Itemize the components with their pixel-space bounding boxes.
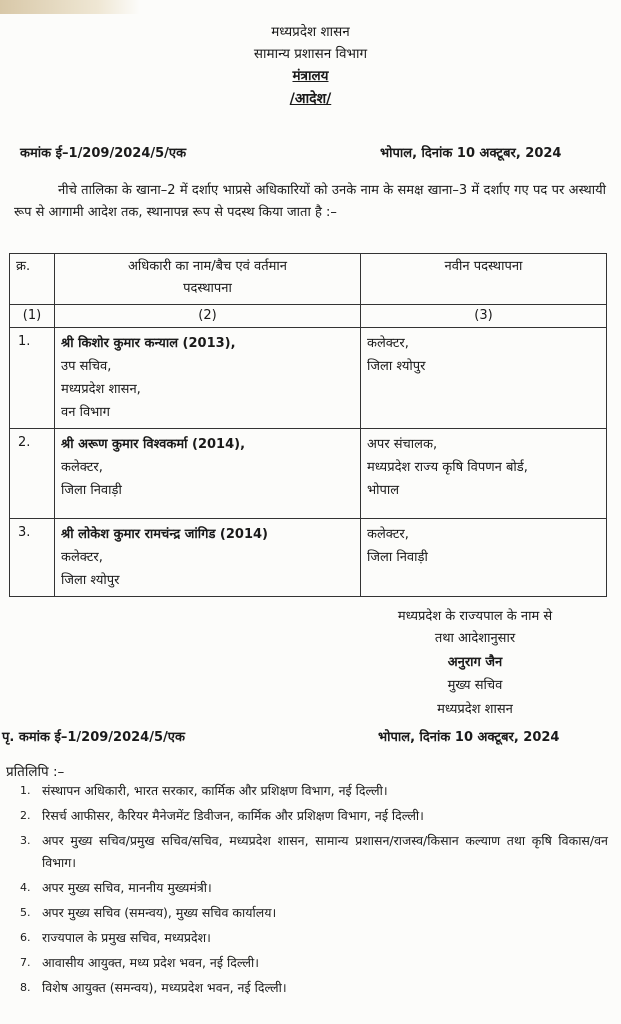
new-posting-line: जिला निवाड़ी	[367, 550, 428, 565]
list-item-text: संस्थापन अधिकारी, भारत सरकार, कार्मिक और प्रशिक्षण विभाग, नई दिल्ली।	[42, 783, 388, 798]
copy-to-list	[16, 780, 608, 1002]
list-item-number: 4.	[20, 881, 31, 894]
list-item	[16, 902, 608, 924]
list-item-text: विशेष आयुक्त (समन्वय), मध्यप्रदेश भवन, नई दिल्ली।	[42, 980, 287, 995]
header-officer-line2: पदस्थापना	[183, 281, 232, 296]
officer-current-line: कलेक्टर,	[61, 550, 103, 565]
officer-current-line: जिला निवाड़ी	[61, 483, 122, 498]
table-row	[10, 328, 607, 429]
list-item-text: अपर मुख्य सचिव/प्रमुख सचिव/सचिव, मध्यप्रदेश शासन, सामान्य प्रशासन/राजस्व/किसान कल्याण तथा कृषि विकास/वन विभाग।	[42, 833, 608, 870]
list-item	[16, 830, 608, 874]
new-posting-line: कलेक्टर,	[367, 527, 409, 542]
row-officer	[55, 429, 361, 519]
officer-name: श्री किशोर कुमार कन्याल (2013),	[61, 336, 236, 351]
signatory-designation: मुख्य सचिव	[447, 678, 503, 693]
signatory-name: अनुराग जैन	[447, 655, 503, 670]
list-item-number: 7.	[20, 956, 31, 969]
new-posting-line: अपर संचालक,	[367, 437, 438, 452]
intro-paragraph	[14, 180, 606, 224]
list-item-text: अपर मुख्य सचिव (समन्वय), मुख्य सचिव कार्यालय।	[42, 905, 277, 920]
header-officer	[55, 254, 361, 305]
header-department: सामान्य प्रशासन विभाग	[253, 46, 368, 62]
list-item-text: रिसर्च आफीसर, कैरियर मैनेजमेंट डिवीजन, कार्मिक और प्रशिक्षण विभाग, नई दिल्ली।	[42, 808, 424, 823]
list-item-text: अपर मुख्य सचिव, माननीय मुख्यमंत्री।	[42, 880, 212, 895]
order-place-date: भोपाल, दिनांक 10 अक्टूबर, 2024	[380, 146, 562, 161]
row-officer	[55, 328, 361, 429]
row-new-posting	[361, 519, 607, 597]
officer-current-line: उप सचिव,	[61, 359, 112, 374]
list-item-text: राज्यपाल के प्रमुख सचिव, मध्यप्रदेश।	[42, 930, 211, 945]
row-sr: 1.	[10, 328, 55, 429]
officer-current-line: जिला श्योपुर	[61, 573, 120, 588]
list-item-number: 1.	[20, 784, 31, 797]
list-item	[16, 877, 608, 899]
officer-current-line: कलेक्टर,	[61, 460, 103, 475]
list-item-number: 3.	[20, 834, 31, 847]
col-number-2: (2)	[55, 305, 361, 328]
header-ministry	[0, 66, 621, 84]
new-posting-line: भोपाल	[367, 483, 400, 498]
row-new-posting	[361, 429, 607, 519]
officer-name: श्री लोकेश कुमार रामचंन्द्र जांगिड (2014)	[61, 527, 268, 542]
list-item-number: 6.	[20, 931, 31, 944]
header-officer-line1: अधिकारी का नाम/बैच एवं वर्तमान	[127, 259, 288, 274]
header-order-title	[0, 89, 621, 108]
list-item	[16, 780, 608, 802]
new-posting-line: जिला श्योपुर	[367, 359, 426, 374]
torn-edge-strip	[0, 0, 140, 14]
order-number: कमांक ई–1/209/2024/5/एक	[20, 146, 187, 161]
signatory-office: मध्यप्रदेश शासन	[437, 702, 513, 717]
list-item	[16, 805, 608, 827]
header-sr: क्र.	[10, 254, 55, 305]
new-posting-line: कलेक्टर,	[367, 336, 409, 351]
signature-authority-line1: मध्यप्रदेश के राज्यपाल के नाम से	[397, 609, 553, 624]
col-number-3: (3)	[361, 305, 607, 328]
header-order-text: /आदेश/	[289, 91, 332, 107]
list-item-number: 8.	[20, 981, 31, 994]
officer-current-line: वन विभाग	[61, 405, 110, 420]
intro-text: नीचे तालिका के खाना–2 में दर्शाए भाप्रसे अधिकारियों को उनके नाम के समक्ष खाना–3 में दर्शाए गए पद पर अस्थायी रूप से आगामी आदेश तक, स्थानापन्न रूप से पदस्थ किया जाता है :–	[14, 183, 606, 220]
list-item-number: 2.	[20, 809, 31, 822]
header-new-posting: नवीन पदस्थापना	[361, 254, 607, 305]
row-officer	[55, 519, 361, 597]
new-posting-line: मध्यप्रदेश राज्य कृषि विपणन बोर्ड,	[367, 460, 528, 475]
endorsement-place-date: भोपाल, दिनांक 10 अक्टूबर, 2024	[378, 730, 560, 745]
table-header-row	[10, 254, 607, 305]
officer-current-line: मध्यप्रदेश शासन,	[61, 382, 141, 397]
list-item-text: आवासीय आयुक्त, मध्य प्रदेश भवन, नई दिल्ली।	[42, 955, 259, 970]
list-item	[16, 977, 608, 999]
table-row	[10, 519, 607, 597]
copy-to-title: प्रतिलिपि :–	[6, 764, 65, 780]
list-item	[16, 927, 608, 949]
header-government: मध्यप्रदेश शासन	[271, 24, 350, 40]
row-sr: 3.	[10, 519, 55, 597]
header-ministry-text: मंत्रालय	[292, 68, 329, 84]
column-number-row	[10, 305, 607, 328]
row-new-posting	[361, 328, 607, 429]
signature-authority-line2: तथा आदेशानुसार	[434, 631, 516, 646]
table-row	[10, 429, 607, 519]
row-sr: 2.	[10, 429, 55, 519]
endorsement-number: पृ. कमांक ई–1/209/2024/5/एक	[2, 730, 185, 745]
col-number-1: (1)	[10, 305, 55, 328]
list-item	[16, 952, 608, 974]
posting-table	[9, 253, 607, 597]
officer-name: श्री अरूण कुमार विश्वकर्मा (2014),	[61, 437, 246, 452]
list-item-number: 5.	[20, 906, 31, 919]
